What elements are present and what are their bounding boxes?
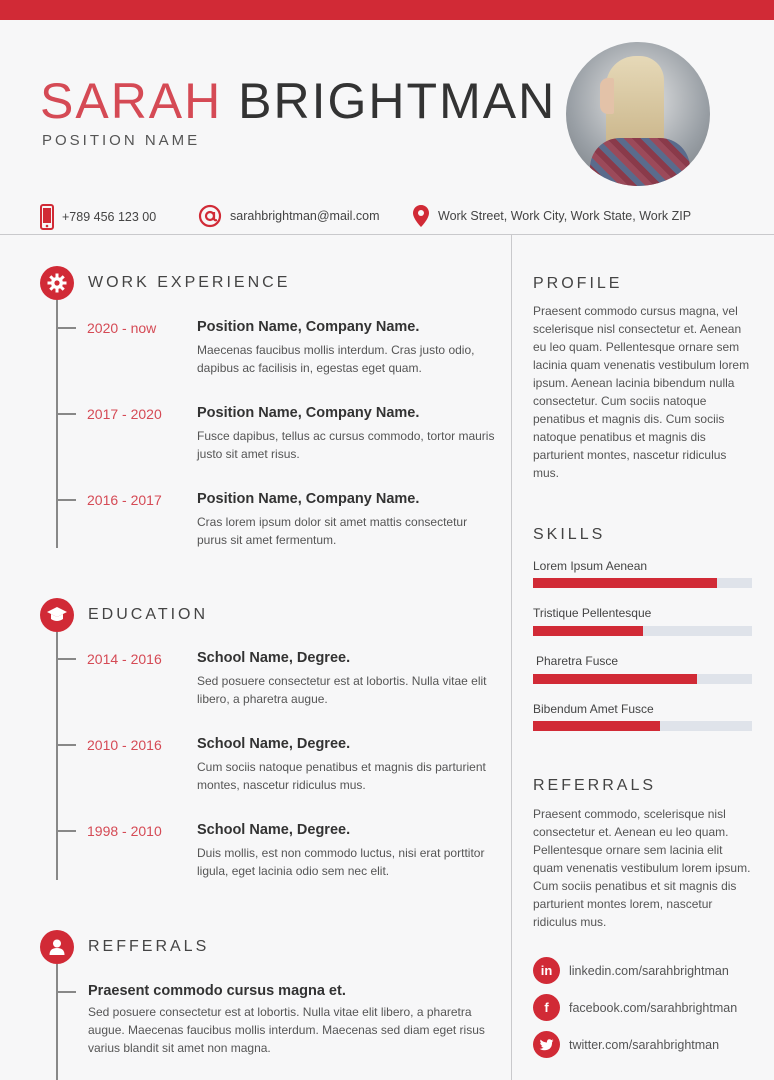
education-description-1: Sed posuere consectetur est at lobortis. Nulla vitae elit libero, a pharetra augue. <box>197 674 487 706</box>
education-description-2: Cum sociis natoque penatibus et magnis dis parturient montes, nascetur ridiculus mus. <box>197 760 486 792</box>
education-description-3: Duis mollis, est non commodo luctus, nisi erat porttitor ligula, eget lacinia odio sem nec elit. <box>197 846 485 878</box>
work-heading-3: Position Name, Company Name. <box>197 491 420 507</box>
skill-label-3: Pharetra Fusce <box>536 654 619 668</box>
phone-icon <box>40 204 54 230</box>
facebook-url: facebook.com/sarahbrightman <box>569 1000 738 1015</box>
skill-label-2: Tristique Pellentesque <box>533 606 652 620</box>
skills-title: SKILLS <box>533 526 606 543</box>
education-heading-2: School Name, Degree. <box>197 736 351 752</box>
work-experience-title: WORK EXPERIENCE <box>88 274 291 291</box>
linkedin-icon: in <box>533 957 560 984</box>
address-text: Work Street, Work City, Work State, Work ZIP <box>438 209 692 223</box>
timeline-tick <box>56 991 76 993</box>
education-date-3: 1998 - 2010 <box>87 823 162 839</box>
skill-bar-fill <box>533 626 643 636</box>
timeline-tick <box>56 327 76 329</box>
refferals-heading: Praesent commodo cursus magna et. <box>88 983 346 999</box>
education-date-2: 2010 - 2016 <box>87 737 162 753</box>
education-heading-1: School Name, Degree. <box>197 650 351 666</box>
column-divider <box>511 234 512 1080</box>
work-description-3: Cras lorem ipsum dolor sit amet mattis consectetur purus sit amet fermentum. <box>197 515 468 547</box>
skill-bar-1 <box>533 578 752 588</box>
skill-label-4: Bibendum Amet Fusce <box>533 702 654 716</box>
at-icon <box>198 204 222 228</box>
skill-label-1: Lorem Ipsum Aenean <box>533 559 648 573</box>
work-heading-1: Position Name, Company Name. <box>197 319 420 335</box>
top-accent-bar <box>0 0 774 20</box>
graduation-cap-icon <box>40 598 74 632</box>
social-facebook[interactable] <box>533 994 737 1021</box>
header-divider <box>0 234 774 235</box>
refferals-timeline <box>56 964 58 1080</box>
location-pin-icon <box>412 204 430 228</box>
first-name: SARAH <box>40 73 223 129</box>
contact-address <box>412 204 691 228</box>
timeline-tick <box>56 744 76 746</box>
work-description-2: Fusce dapibus, tellus ac cursus commodo, tortor mauris justo sit amet risus. <box>197 429 495 461</box>
education-heading-3: School Name, Degree. <box>197 822 351 838</box>
skill-bar-3 <box>533 674 752 684</box>
timeline-tick <box>56 830 76 832</box>
position-title: POSITION NAME <box>42 132 201 149</box>
profile-photo <box>566 42 710 186</box>
social-linkedin[interactable] <box>533 957 729 984</box>
work-date-2: 2017 - 2020 <box>87 406 162 422</box>
timeline-tick <box>56 499 76 501</box>
education-title: EDUCATION <box>88 606 209 623</box>
referrals-text: Praesent commodo, scelerisque nisl consectetur et. Aenean eu leo quam. Pellentesque ornare sem lacinia elit quam venenatis vestibulum lorem ipsum. Cum sociis penatibus et sit magnis dis parturient montes lorem, nascetur ridiculus mus. <box>533 807 751 929</box>
facebook-icon: f <box>533 994 560 1021</box>
contact-phone <box>40 204 156 230</box>
refferals-description: Sed posuere consectetur est at lobortis. Nulla vitae elit libero, a pharetra augue. Maecenas faucibus mollis interdum. Maecenas sed diam eget risus varius blandit sit amet non magna. <box>88 1005 485 1055</box>
skill-bar-fill <box>533 674 697 684</box>
education-date-1: 2014 - 2016 <box>87 651 162 667</box>
refferals-title: REFFERALS <box>88 938 210 955</box>
contact-row <box>0 200 774 234</box>
linkedin-url: linkedin.com/sarahbrightman <box>569 963 729 978</box>
work-date-3: 2016 - 2017 <box>87 492 162 508</box>
twitter-url: twitter.com/sarahbrightman <box>569 1037 720 1052</box>
timeline-tick <box>56 658 76 660</box>
full-name <box>40 72 556 130</box>
profile-text: Praesent commodo cursus magna, vel scelerisque nisl consectetur et. Aenean eu leo quam. Pellentesque ornare sem lacinia quam venenatis vestibulum lorem ipsum. Aenean lacinia bibendum nulla consectetur. Cum sociis natoque penatibus et magnis dis. Cum sociis natoque penatibus et magnis dis parturient montes, nascetur ridiculus mus. <box>533 304 750 480</box>
referrals-title: REFERRALS <box>533 777 657 794</box>
work-timeline <box>56 300 58 548</box>
skill-bar-4 <box>533 721 752 731</box>
email-address: sarahbrightman@mail.com <box>230 209 380 223</box>
phone-number: +789 456 123 00 <box>62 210 157 224</box>
gear-icon <box>40 266 74 300</box>
skill-bar-fill <box>533 578 717 588</box>
work-heading-2: Position Name, Company Name. <box>197 405 420 421</box>
work-date-1: 2020 - now <box>87 320 157 336</box>
last-name: BRIGHTMAN <box>238 73 557 129</box>
education-timeline <box>56 632 58 880</box>
user-icon <box>40 930 74 964</box>
social-twitter[interactable] <box>533 1031 719 1058</box>
skill-bar-fill <box>533 721 660 731</box>
skill-bar-2 <box>533 626 752 636</box>
work-description-1: Maecenas faucibus mollis interdum. Cras justo odio, dapibus ac facilisis in, egestas eget quam. <box>197 343 475 375</box>
twitter-icon <box>533 1031 560 1058</box>
contact-email[interactable] <box>198 204 380 228</box>
timeline-tick <box>56 413 76 415</box>
profile-title: PROFILE <box>533 275 623 292</box>
